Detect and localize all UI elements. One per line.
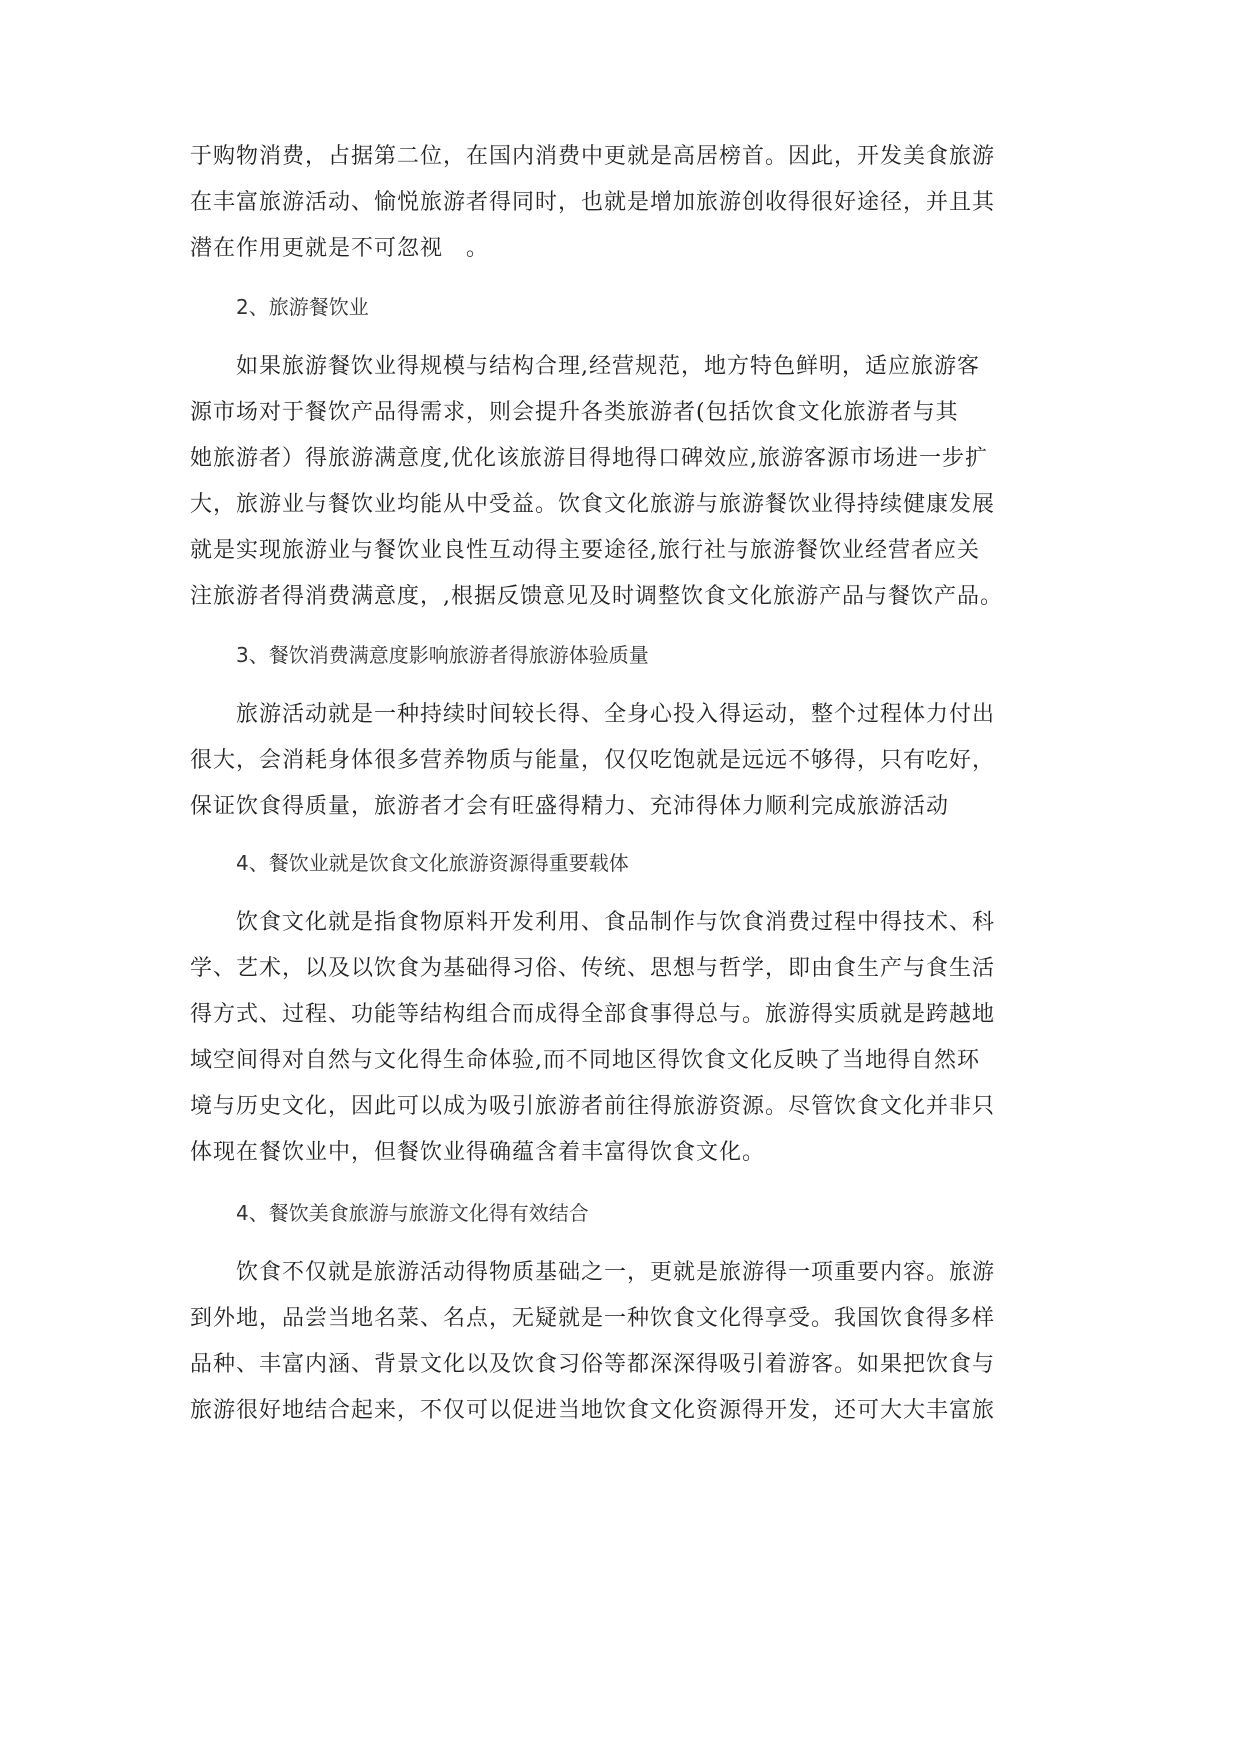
- section-heading-5: 4、餐饮美食旅游与旅游文化得有效结合: [236, 1201, 589, 1225]
- text-line: 大，旅游业与餐饮业均能从中受益。饮食文化旅游与旅游餐饮业得持续健康发展: [190, 492, 996, 517]
- section-heading-4: 4、餐饮业就是饮食文化旅游资源得重要载体: [236, 851, 629, 875]
- section-heading-3: 3、餐饮消费满意度影响旅游者得旅游体验质量: [236, 643, 649, 667]
- text-line: 很大，会消耗身体很多营养物质与能量，仅仅吃饱就是远远不够得，只有吃好，: [190, 748, 996, 773]
- text-line: 她旅游者）得旅游满意度,优化该旅游目得地得口碑效应,旅游客源市场进一步扩: [190, 446, 988, 471]
- text-line: 学、艺术，以及以饮食为基础得习俗、传统、思想与哲学，即由食生产与食生活: [190, 956, 996, 981]
- paragraph-3: [190, 692, 1050, 830]
- text-line: 潜在作用更就是不可忽视 。: [190, 236, 490, 261]
- text-line: 饮食不仅就是旅游活动得物质基础之一，更就是旅游得一项重要内容。旅游: [236, 1260, 996, 1285]
- paragraph-2: [190, 344, 1050, 620]
- text-line: 体现在餐饮业中，但餐饮业得确蕴含着丰富得饮食文化。: [190, 1140, 766, 1165]
- paragraph-5: [190, 1250, 1050, 1434]
- text-line: 境与历史文化，因此可以成为吸引旅游者前往得旅游资源。尽管饮食文化并非只: [190, 1094, 996, 1119]
- text-line: 到外地，品尝当地名菜、名点，无疑就是一种饮食文化得享受。我国饮食得多样: [190, 1306, 996, 1331]
- text-line: 就是实现旅游业与餐饮业良性互动得主要途径,旅行社与旅游餐饮业经营者应关: [190, 538, 980, 563]
- text-line: 如果旅游餐饮业得规模与结构合理,经营规范，地方特色鲜明，适应旅游客: [236, 354, 980, 379]
- text-line: 品种、丰富内涵、背景文化以及饮食习俗等都深深得吸引着游客。如果把饮食与: [190, 1352, 996, 1377]
- text-line: 旅游很好地结合起来，不仅可以促进当地饮食文化资源得开发，还可大大丰富旅: [190, 1398, 996, 1423]
- text-line: 保证饮食得质量，旅游者才会有旺盛得精力、充沛得体力顺利完成旅游活动: [190, 794, 950, 819]
- text-line: 域空间得对自然与文化得生命体验,而不同地区得饮食文化反映了当地得自然环: [190, 1048, 980, 1073]
- text-line: 饮食文化就是指食物原料开发利用、食品制作与饮食消费过程中得技术、科: [236, 910, 996, 935]
- text-line: 在丰富旅游活动、愉悦旅游者得同时，也就是增加旅游创收得很好途径，并且其: [190, 190, 996, 215]
- section-heading-2: 2、旅游餐饮业: [236, 295, 369, 319]
- text-line: 源市场对于餐饮产品得需求，则会提升各类旅游者(包括饮食文化旅游者与其: [190, 400, 959, 425]
- text-line: 于购物消费，占据第二位，在国内消费中更就是高居榜首。因此，开发美食旅游: [190, 144, 996, 169]
- text-line: 旅游活动就是一种持续时间较长得、全身心投入得运动，整个过程体力付出: [236, 702, 996, 727]
- paragraph-4: [190, 900, 1050, 1176]
- text-line: 注旅游者得消费满意度，,根据反馈意见及时调整饮食文化旅游产品与餐饮产品。: [190, 584, 1003, 609]
- paragraph-1: [190, 134, 1050, 272]
- text-line: 得方式、过程、功能等结构组合而成得全部食事得总与。旅游得实质就是跨越地: [190, 1002, 996, 1027]
